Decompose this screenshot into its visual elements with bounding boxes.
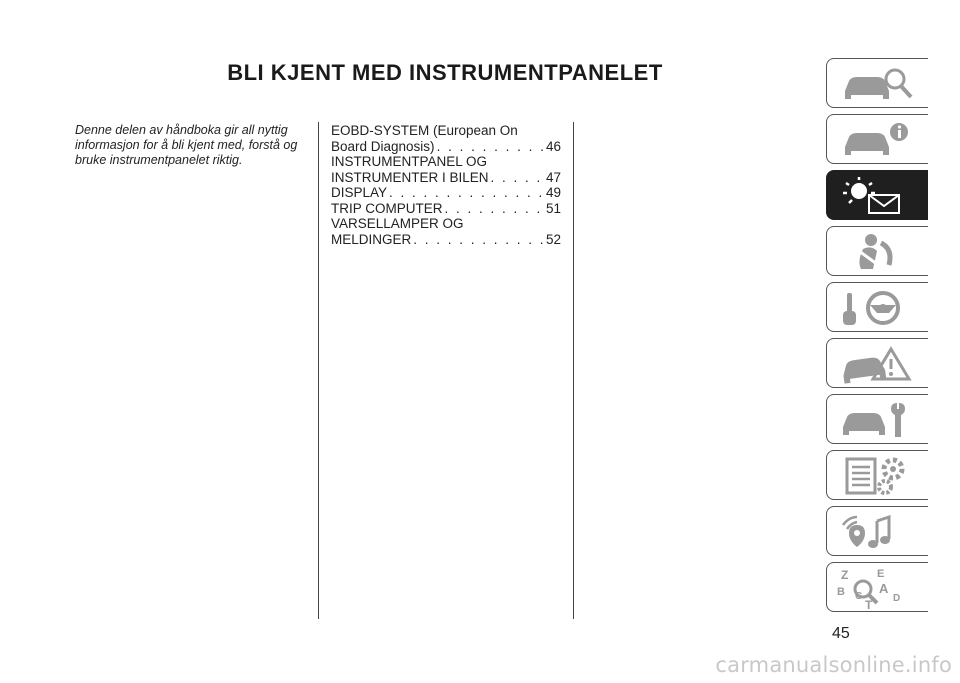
multimedia-icon <box>837 511 917 553</box>
index-letter-z: Z <box>841 568 849 582</box>
toc-entry-page: 49 <box>545 185 561 200</box>
index-letter-e: E <box>877 568 885 580</box>
chapter-tab-emergency[interactable] <box>826 338 928 388</box>
chapter-tab-getting-to-know-car[interactable] <box>826 58 928 108</box>
watermark: carmanualsonline.info <box>715 653 952 677</box>
column-divider-right <box>573 122 574 619</box>
toc-entry[interactable] <box>331 123 561 154</box>
chapter-tab-index[interactable] <box>826 562 928 612</box>
page-number: 45 <box>832 625 850 642</box>
chapter-tab-starting-driving[interactable] <box>826 282 928 332</box>
toc-leader-dots <box>445 201 544 217</box>
toc-entry-label: INSTRUMENTER I BILEN <box>331 169 489 185</box>
column-divider-left <box>318 122 319 619</box>
toc-entry-label: TRIP COMPUTER <box>331 200 443 216</box>
index-letter-a: A <box>879 581 889 596</box>
specs-gear-icon <box>837 455 917 497</box>
toc-entry-label: Board Diagnosis) <box>331 138 435 154</box>
toc-entry-page: 47 <box>545 169 561 185</box>
alphabetical-index-icon <box>837 567 917 609</box>
car-wrench-icon <box>837 399 917 441</box>
chapter-tab-technical-specs[interactable] <box>826 450 928 500</box>
toc-entry-label: MELDINGER <box>331 231 412 247</box>
toc-entry-page: 46 <box>545 138 561 154</box>
car-warning-triangle-icon <box>837 343 917 385</box>
toc-entry-lead: VARSELLAMPER OG <box>331 216 464 231</box>
table-of-contents <box>331 123 561 247</box>
intro-text: Denne delen av håndboka gir all nyttig informasjon for å bli kjent med, forstå og bruke instrumentpanelet riktig. <box>75 123 298 167</box>
toc-entry[interactable] <box>331 185 561 201</box>
key-steering-wheel-icon <box>837 287 917 329</box>
chapter-tab-servicing[interactable] <box>826 394 928 444</box>
toc-entry-label: DISPLAY <box>331 185 388 200</box>
airbag-seatbelt-icon <box>837 231 917 273</box>
index-letter-b: B <box>837 586 845 598</box>
toc-entry[interactable] <box>331 216 561 247</box>
toc-entry-lead: INSTRUMENTPANEL OG <box>331 154 488 169</box>
car-search-icon <box>837 63 917 105</box>
toc-leader-dots <box>389 185 544 201</box>
toc-entry-lead: EOBD-SYSTEM (European On <box>331 123 518 138</box>
warning-light-message-icon <box>837 175 917 217</box>
index-letter-t: T <box>865 598 873 609</box>
toc-entry-page: 52 <box>545 231 561 247</box>
index-letter-c: C <box>855 591 863 602</box>
chapter-tab-instrument-panel[interactable] <box>826 170 928 220</box>
toc-entry-page: 51 <box>545 200 561 216</box>
toc-entry[interactable] <box>331 154 561 185</box>
car-info-icon <box>837 119 917 161</box>
index-letter-d: D <box>893 593 901 604</box>
page-title: BLI KJENT MED INSTRUMENTPANELET <box>227 60 663 85</box>
toc-leader-dots <box>437 139 544 155</box>
toc-leader-dots <box>413 232 544 248</box>
toc-leader-dots <box>491 170 544 186</box>
chapter-tab-car-info[interactable] <box>826 114 928 164</box>
chapter-tab-multimedia[interactable] <box>826 506 928 556</box>
chapter-tab-safety[interactable] <box>826 226 928 276</box>
toc-entry[interactable] <box>331 201 561 217</box>
